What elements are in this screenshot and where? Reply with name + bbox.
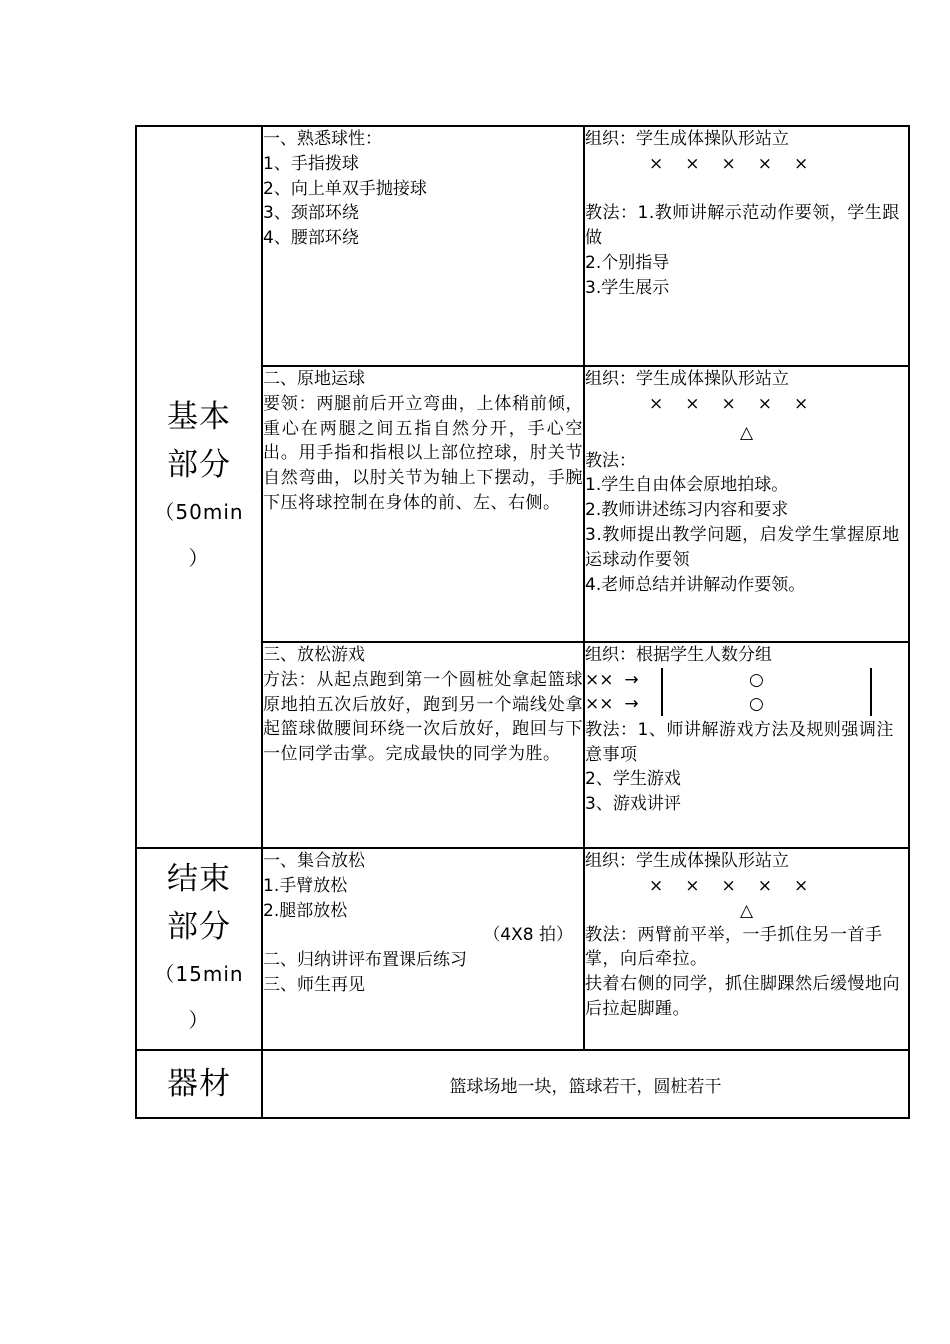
- content-line: 4、腰部环绕: [263, 228, 359, 249]
- section-duration: （15min: [154, 962, 244, 986]
- content-title: 二、原地运球: [263, 369, 365, 389]
- content-cell: [262, 848, 584, 1050]
- game-diagram: [585, 668, 908, 718]
- arrow-right-icon: →: [624, 669, 639, 690]
- method-text: 2.教师讲述练习内容和要求: [585, 500, 789, 521]
- table-row: [136, 126, 909, 366]
- method-text: 教法：: [585, 450, 636, 471]
- content-line: 1、手指拨球: [263, 153, 359, 174]
- table-row: [136, 1050, 909, 1118]
- section-title: 器材: [167, 1066, 231, 1102]
- section-title: 基本: [167, 399, 231, 435]
- content-cell: [262, 642, 584, 848]
- section-basic: [136, 126, 262, 848]
- organization-text: 组织：学生成体操队形站立: [585, 369, 789, 389]
- content-line: 2.腿部放松: [263, 900, 348, 921]
- section-equipment: [136, 1050, 262, 1118]
- content-cell: [262, 366, 584, 642]
- content-cell: [262, 126, 584, 366]
- section-duration: ）: [188, 1008, 210, 1032]
- beat-count: （4X8 拍）: [483, 925, 573, 946]
- organization-text: 组织：学生成体操队形站立: [585, 851, 789, 871]
- method-text: 1.学生自由体会原地拍球。: [585, 475, 789, 496]
- end-line: [870, 668, 872, 716]
- equipment-text: 篮球场地一块，篮球若干，圆桩若干: [262, 1050, 909, 1118]
- section-title: 部分: [167, 909, 231, 945]
- section-duration: ）: [188, 546, 210, 570]
- content-title: 三、放松游戏: [263, 645, 365, 665]
- start-line: [661, 668, 663, 716]
- content-body: 方法：从起点跑到第一个圆桩处拿起篮球原地拍五次后放好，跑到另一个端线处拿起篮球做腰间环绕一次后放好，跑回与下一位同学击掌。完成最快的同学为胜。: [263, 669, 583, 765]
- student-group: ××: [585, 693, 614, 714]
- teacher-triangle-icon: △: [739, 900, 754, 921]
- method-cell: [584, 642, 909, 848]
- section-title: 部分: [167, 447, 231, 483]
- student-formation: ×××××: [649, 153, 831, 174]
- arrow-right-icon: →: [624, 693, 639, 714]
- table-row: [136, 848, 909, 1050]
- method-cell: [584, 366, 909, 642]
- organization-text: 组织：学生成体操队形站立: [585, 129, 789, 149]
- organization-text: 组织：根据学生人数分组: [585, 645, 772, 665]
- content-line: 2、向上单双手抛接球: [263, 178, 427, 199]
- method-cell: [584, 848, 909, 1050]
- student-formation: ×××××: [649, 393, 831, 414]
- method-cell: [584, 126, 909, 366]
- content-body: 要领：两腿前后开立弯曲，上体稍前倾，重心在两腿之间五指自然分开，手心空出。用手指和指根以上部位控球，肘关节自然弯曲，以肘关节为轴上下摆动，手腕下压将球控制在身体的前、左、右侧。: [263, 393, 583, 513]
- method-text: 4.老师总结并讲解动作要领。: [585, 574, 806, 595]
- method-text: 3.教师提出教学问题，启发学生掌握原地运球动作要领: [585, 524, 900, 570]
- method-text: 3.学生展示: [585, 277, 670, 298]
- teacher-triangle-icon: △: [739, 422, 754, 443]
- method-text: 3、游戏讲评: [585, 794, 681, 815]
- method-text: 2、学生游戏: [585, 769, 681, 790]
- section-title: 结束: [167, 861, 231, 897]
- cone-circle-icon: ○: [749, 669, 764, 690]
- cone-circle-icon: ○: [749, 693, 764, 714]
- student-formation: ×××××: [649, 875, 831, 896]
- content-line: 一、熟悉球性：: [263, 129, 382, 149]
- method-text: 教法：1.教师讲解示范动作要领，学生跟做: [585, 203, 900, 249]
- content-line: 3、颈部环绕: [263, 203, 359, 224]
- method-text: 扶着右侧的同学，抓住脚踝然后缓慢地向后拉起脚踵。: [585, 974, 900, 1019]
- method-text: 2.个别指导: [585, 252, 670, 273]
- section-duration: （50min: [154, 500, 244, 524]
- lesson-plan-table: [135, 125, 910, 1119]
- method-text: 教法：两臂前平举，一手抓住另一首手掌，向后牵拉。: [585, 924, 883, 970]
- method-text: 教法：1、师讲解游戏方法及规则强调注意事项: [585, 719, 894, 765]
- content-line: 三、师生再见: [263, 974, 365, 995]
- section-ending: [136, 848, 262, 1050]
- content-line: 1.手臂放松: [263, 875, 348, 896]
- content-line: 一、集合放松: [263, 851, 365, 871]
- content-line: 二、归纳讲评布置课后练习: [263, 950, 467, 971]
- student-group: ××: [585, 669, 614, 690]
